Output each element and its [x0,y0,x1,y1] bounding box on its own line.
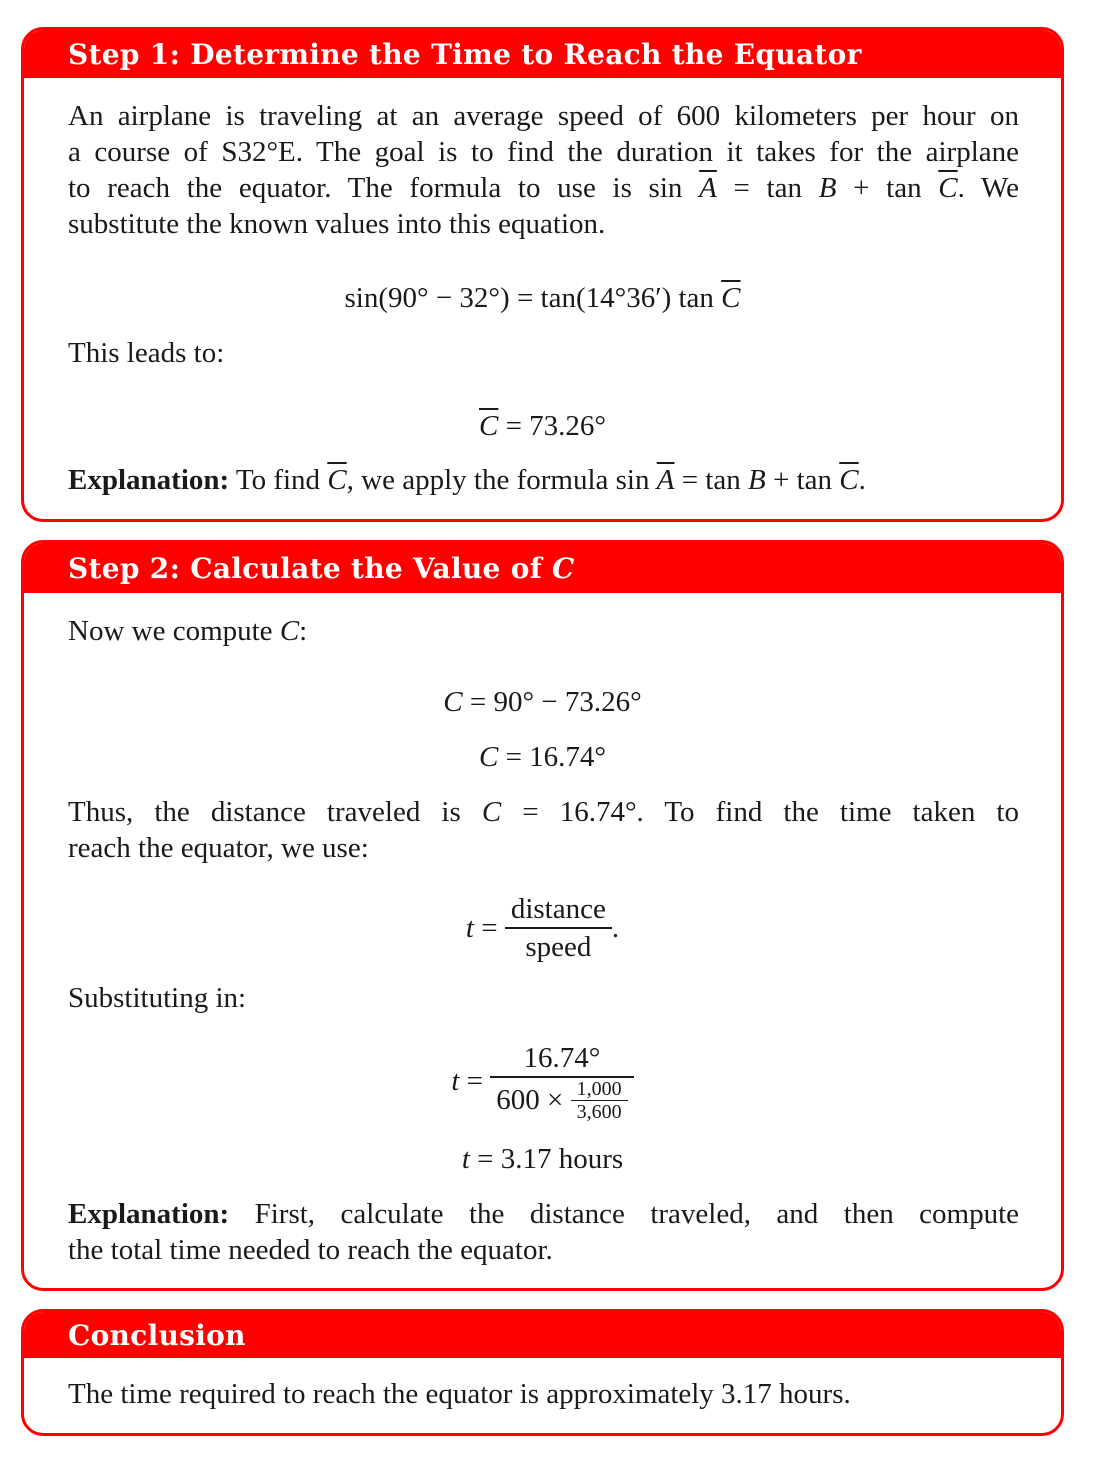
fraction-denominator [490,1078,633,1123]
var-c: C [279,615,300,647]
text-span: + tan [765,464,840,496]
explanation-label: Explanation: [68,1198,230,1230]
fraction-conversion [571,1078,628,1123]
text-span: = tan [674,464,748,496]
var-c-bar: $\overline{C}$ [721,282,741,314]
eq-text: = 73.26° [498,410,607,442]
text-span: Now we compute [68,615,280,647]
text-span: to reach the equator. The formula to use is sin [68,172,700,204]
step1-title: Step 1: Determine the Time to Reach the Equator [68,37,862,71]
var-c: C [478,741,499,773]
step1-box [21,27,1064,522]
step2-title-var: C [552,551,575,585]
text-span: . We [957,172,1019,204]
step1-para-line1: An airplane is traveling at an average speed of 600 kilometers per hour on [68,100,1019,132]
step1-explanation [68,462,1019,498]
conclusion-header [24,1312,1061,1358]
step1-equation-2 [24,408,1061,444]
step2-title: Step 2: Calculate the Value of [68,551,543,585]
step1-para-line2: a course of S32°E. The goal is to find the duration it takes for the airplane [68,136,1019,168]
step2-explanation [68,1196,1019,1268]
step2-equation-5 [24,1141,1061,1177]
step1-para-line3 [68,170,1019,206]
text-span: : [299,615,308,647]
step2-dist-line2: reach the equator, we use: [68,832,369,864]
var-a-bar: $\overline{A}$ [656,464,675,496]
fraction-time [490,1040,633,1123]
eq-text: = [459,1065,491,1097]
step2-box [21,540,1064,1291]
step2-expl-line1 [68,1196,1019,1232]
step2-equation-2 [24,739,1061,775]
eq-text: = 3.17 hours [469,1143,624,1175]
var-c-bar: $\overline{C}$ [327,464,347,496]
fraction-numerator: distance [505,891,612,929]
step1-leads-to: This leads to: [68,337,225,369]
text-span: To find [229,464,328,496]
var-b: B [818,172,837,204]
fraction-numerator: 1,000 [571,1078,628,1101]
fraction-denominator: 3,600 [576,1100,622,1123]
step2-intro [68,613,1019,649]
text-span: Thus, the distance traveled is [68,796,482,828]
step1-para-line4: substitute the known values into this equation. [68,208,606,240]
eq-text: . [611,912,620,944]
conclusion-box [21,1309,1064,1436]
var-a-bar: $\overline{A}$ [699,172,717,204]
text-span: First, calculate the distance traveled, and then compute [229,1198,1019,1230]
text-span: + tan [836,172,939,204]
step2-distance-paragraph [68,794,1019,866]
conclusion-text: The time required to reach the equator is approximately 3.17 hours. [68,1378,851,1410]
var-c-bar: $\overline{C}$ [478,410,499,442]
eq-text: = 90° − 73.26° [462,686,642,718]
var-c-bar: $\overline{C}$ [938,172,958,204]
text-span: = 16.74°. To find the time taken to [501,796,1019,828]
step1-paragraph [68,98,1019,242]
step2-equation-4 [24,1033,1061,1129]
step2-dist-line1 [68,794,1019,830]
step1-equation-1 [24,280,1061,316]
var-t: t [451,1065,460,1097]
step2-equation-3 [24,888,1061,968]
step1-header [24,30,1061,78]
var-b: B [748,464,766,496]
step2-substituting: Substituting in: [68,982,247,1014]
step2-expl-line2: the total time needed to reach the equator. [68,1234,553,1266]
eq-text: sin(90° − 32°) = tan(14°36′) tan [344,282,722,314]
explanation-label: Explanation: [68,464,230,496]
text-span: , we apply the formula sin [346,464,657,496]
text-span: . [858,464,866,496]
var-t: t [465,912,474,944]
fraction-denominator: speed [525,931,592,963]
fraction-distance-speed [505,891,612,965]
var-c-bar: $\overline{C}$ [839,464,859,496]
eq-text: = 16.74° [498,741,607,773]
fraction-numerator: 16.74° [490,1040,633,1078]
eq-text: = [473,912,505,944]
step2-header [24,543,1061,593]
conclusion-title: Conclusion [68,1318,246,1352]
var-t: t [461,1143,470,1175]
step2-equation-1 [24,684,1061,720]
eq-text: 600 × [496,1084,571,1116]
var-c: C [443,686,463,718]
text-span: = tan [716,172,819,204]
var-c: C [481,796,502,828]
